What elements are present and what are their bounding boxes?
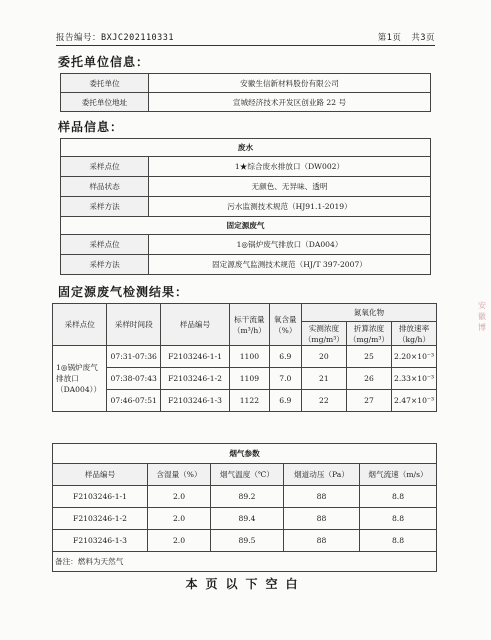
cell-period: 07:38-07:43 — [107, 368, 161, 390]
table-row — [53, 346, 437, 368]
client-value: 安徽生信新材料股份有限公司 — [149, 74, 431, 93]
cell-humidity: 2.0 — [148, 508, 211, 530]
col-period: 采样时间段 — [107, 304, 161, 346]
sample-label: 采样方法 — [61, 197, 149, 217]
cell-param-no: F2103246-1-1 — [53, 486, 148, 508]
edge-stamp — [476, 300, 488, 333]
table-row — [61, 157, 431, 177]
cell-pressure: 88 — [284, 486, 360, 508]
sampling-point: 1◎锅炉废气排放口（DA004）） — [53, 346, 107, 412]
sample-heading: 样品信息： — [58, 120, 124, 134]
table-row — [53, 530, 437, 552]
report-number: 报告编号：BXJC202110331 — [56, 33, 175, 43]
cell-humidity: 2.0 — [148, 486, 211, 508]
cell-sample-no: F2103246-1-1 — [161, 346, 230, 368]
col-temp: 烟气温度（℃） — [211, 464, 284, 486]
cell-oxygen: 7.0 — [269, 368, 301, 390]
cell-pressure: 88 — [284, 508, 360, 530]
col-measured: 实测浓度 （mg/m³） — [301, 322, 346, 346]
sample-value: 1★综合废水排放口（DW002） — [149, 157, 431, 177]
sample-label: 采样点位 — [61, 235, 149, 255]
edge-stamp-text: 安徽博 — [478, 301, 486, 332]
page-header — [56, 31, 435, 43]
cell-converted: 25 — [346, 346, 391, 368]
table-row — [61, 74, 431, 93]
cell-period: 07:46-07:51 — [107, 390, 161, 412]
cell-rate: 2.20×10⁻³ — [392, 346, 437, 368]
cell-rate: 2.33×10⁻³ — [392, 368, 437, 390]
col-param-no: 样品编号 — [53, 464, 148, 486]
col-converted: 折算浓度 （mg/m³） — [346, 322, 391, 346]
sample-value: 固定源废气监测技术规范（HJ/T 397-2007） — [149, 255, 431, 275]
gas-title: 固定源废气 — [61, 217, 431, 235]
cell-temp: 89.5 — [211, 530, 284, 552]
sample-label: 采样点位 — [61, 157, 149, 177]
header-rule — [56, 45, 435, 46]
table-row — [61, 93, 431, 112]
client-label: 委托单位地址 — [61, 93, 149, 112]
cell-oxygen: 6.9 — [269, 390, 301, 412]
cell-humidity: 2.0 — [148, 530, 211, 552]
sample-value: 污水监测技术规范（HJ91.1-2019） — [149, 197, 431, 217]
cell-converted: 27 — [346, 390, 391, 412]
cell-converted: 26 — [346, 368, 391, 390]
cell-velocity: 8.8 — [360, 530, 437, 552]
cell-sample-no: F2103246-1-2 — [161, 368, 230, 390]
cell-pressure: 88 — [284, 530, 360, 552]
col-oxygen: 氧含量 （%） — [269, 304, 301, 346]
blank-below-notice: 本页以下空白 — [185, 577, 306, 591]
sample-label: 采样方法 — [61, 255, 149, 275]
cell-temp: 89.2 — [211, 486, 284, 508]
cell-velocity: 8.8 — [360, 486, 437, 508]
table-row — [61, 255, 431, 275]
col-flow: 标干流量 （m³/h） — [230, 304, 270, 346]
cell-flow: 1100 — [230, 346, 270, 368]
cell-param-no: F2103246-1-2 — [53, 508, 148, 530]
cell-rate: 2.47×10⁻³ — [392, 390, 437, 412]
client-heading: 委托单位信息： — [58, 55, 150, 69]
table-row — [61, 197, 431, 217]
cell-velocity: 8.8 — [360, 508, 437, 530]
cell-sample-no: F2103246-1-3 — [161, 390, 230, 412]
sample-value: 1◎锅炉废气排放口（DA004） — [149, 235, 431, 255]
cell-period: 07:31-07:36 — [107, 346, 161, 368]
wastewater-title: 废水 — [61, 139, 431, 157]
page-number: 第1页 — [377, 33, 402, 43]
cell-temp: 89.4 — [211, 508, 284, 530]
client-label: 委托单位 — [61, 74, 149, 93]
remark: 备注：燃料为天然气 — [53, 552, 437, 572]
cell-oxygen: 6.9 — [269, 346, 301, 368]
cell-measured: 21 — [301, 368, 346, 390]
col-sample-no: 样品编号 — [161, 304, 230, 346]
cell-param-no: F2103246-1-3 — [53, 530, 148, 552]
col-velocity: 烟气流速（m/s） — [360, 464, 437, 486]
sample-label: 样品状态 — [61, 177, 149, 197]
sample-table — [60, 138, 431, 275]
col-pressure: 烟道动压（Pa） — [284, 464, 360, 486]
col-nox: 氮氧化物 — [301, 304, 436, 322]
cell-measured: 20 — [301, 346, 346, 368]
client-value: 宣城经济技术开发区创业路 22 号 — [149, 93, 431, 112]
params-title: 烟气参数 — [53, 444, 437, 464]
params-table — [52, 443, 437, 572]
table-row — [53, 486, 437, 508]
sample-value: 无颜色、无异味、透明 — [149, 177, 431, 197]
col-point: 采样点位 — [53, 304, 107, 346]
col-humidity: 含湿量（%） — [148, 464, 211, 486]
table-row — [61, 177, 431, 197]
cell-flow: 1109 — [230, 368, 270, 390]
col-rate: 排放速率 （kg/h） — [392, 322, 437, 346]
table-row — [53, 390, 437, 412]
results-table — [52, 303, 437, 412]
results-heading: 固定源废气检测结果： — [58, 285, 189, 299]
page-indicator — [368, 31, 435, 43]
page-total: 共3页 — [411, 33, 435, 43]
cell-measured: 22 — [301, 390, 346, 412]
cell-flow: 1122 — [230, 390, 270, 412]
table-row — [53, 508, 437, 530]
client-table — [60, 73, 431, 112]
table-row — [61, 235, 431, 255]
table-row — [53, 368, 437, 390]
